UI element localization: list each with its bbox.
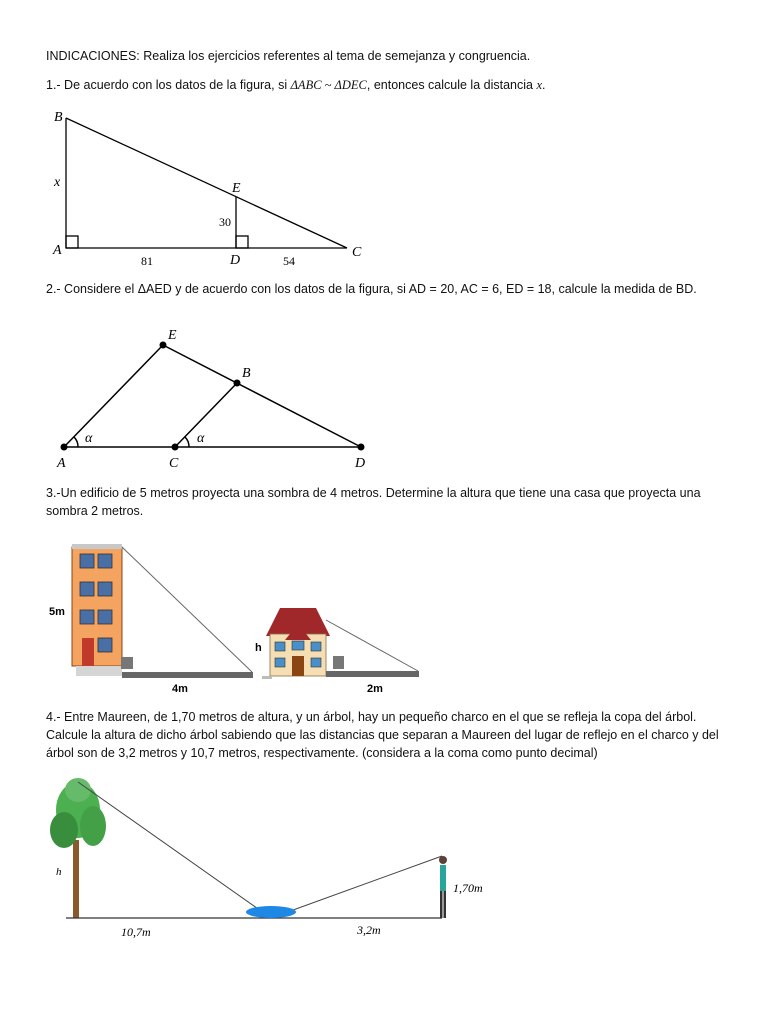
q1-var: x [536, 78, 542, 92]
q1-text-middle: , entonces calcule la distancia [366, 78, 537, 92]
instructions-text: INDICACIONES: Realiza los ejercicios referentes al tema de semejanza y congruencia. [46, 49, 531, 63]
fig3-label-5m: 5m [49, 606, 65, 618]
fig4-label-3-2m: 3,2m [357, 923, 381, 937]
question-3-text: 3.-Un edificio de 5 metros proyecta una sombra de 4 metros. Determine la altura que tiene una casa que proyecta una sombra 2 metros. [46, 486, 701, 518]
puddle [246, 906, 296, 918]
q1-text-before: 1.- De acuerdo con los datos de la figura, si [46, 78, 291, 92]
question-2-text: 2.- Considere el ΔAED y de acuerdo con los datos de la figura, si AD = 20, AC = 6, ED = 18, calcule la medida de BD. [46, 282, 697, 296]
question-4-text: 4.- Entre Maureen, de 1,70 metros de altura, y un árbol, hay un pequeño charco en el que se refleja la copa del árbol. Calcule la altura de dicho árbol sabiendo que las distancias que separan a Maureen del lugar de reflejo en el charco y del árbol son de 3,2 metros y 10,7 metros, respectivamente. (considera a la coma como punto decimal) [46, 710, 719, 760]
fig4-label-10-7m: 10,7m [121, 925, 151, 939]
fig2-label-C: C [169, 456, 179, 471]
fig1-label-D: D [230, 253, 241, 268]
fig1-label-E: E [232, 181, 241, 196]
fig1-label-C: C [352, 245, 362, 260]
fig2-label-B: B [242, 366, 251, 381]
fig3-label-2m: 2m [367, 683, 383, 695]
fig1-label-54: 54 [283, 254, 295, 268]
fig1-label-x: x [54, 175, 61, 190]
fig1-label-81: 81 [141, 254, 153, 268]
fig1-label-30: 30 [219, 215, 231, 229]
fig2-alpha-1: α [85, 431, 93, 446]
fig1-label-B: B [54, 110, 63, 125]
q1-text-after: . [542, 78, 546, 92]
fig4-label-h: h [56, 866, 62, 878]
fig3-label-4m: 4m [172, 683, 188, 695]
q1-math: ΔABC ~ ΔDEC [290, 78, 367, 92]
fig2-label-D: D [355, 456, 366, 471]
fig2-alpha-2: α [197, 431, 205, 446]
fig3-label-h: h [255, 642, 262, 654]
fig1-label-A: A [53, 243, 62, 258]
fig2-label-E: E [168, 328, 177, 343]
fig4-label-1-70m: 1,70m [453, 881, 483, 895]
fig2-label-A: A [57, 456, 66, 471]
tree-illustration [50, 778, 106, 918]
girl-illustration [439, 856, 447, 918]
